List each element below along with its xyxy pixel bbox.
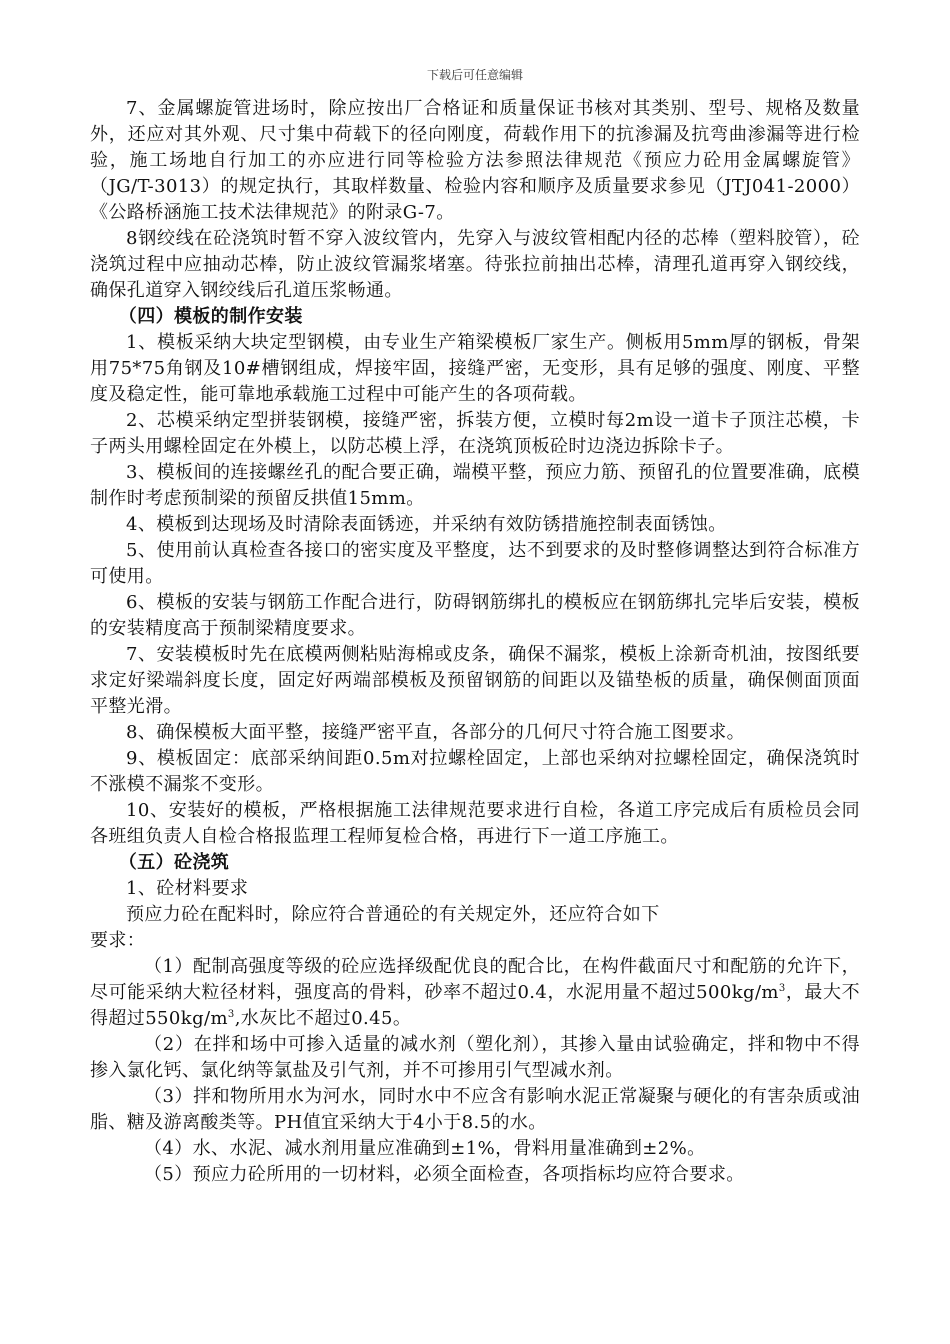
superscript-3: 3 <box>227 1009 235 1020</box>
formwork-item-1: 1、模板采纳大块定型钢模，由专业生产箱梁模板厂家生产。侧板用5mm厚的钢板，骨架用75*75角钢及10#槽钢组成，焊接牢固，接缝严密，无变形，具有足够的强度、刚度、平整度及稳定性，能可靠地承载施工过程中可能产生的各项荷载。 <box>90 332 860 405</box>
document-body <box>90 96 860 1188</box>
formwork-item-3: 3、模板间的连接螺丝孔的配合要正确，端模平整，预应力筋、预留孔的位置要准确，底模制作时考虑预制梁的预留反拱值15mm。 <box>90 462 860 509</box>
requirement-5: （5）预应力砼所用的一切材料，必须全面检查，各项指标均应符合要求。 <box>144 1164 745 1185</box>
formwork-item-4: 4、模板到达现场及时清除表面锈迹，并采纳有效防锈措施控制表面锈蚀。 <box>126 514 727 535</box>
requirement-3: （3）拌和物所用水为河水，同时水中不应含有影响水泥正常凝聚与硬化的有害杂质或油脂、糖及游离酸类等。PH值宜采纳大于4小于8.5的水。 <box>90 1086 860 1133</box>
requirement-2: （2）在拌和场中可掺入适量的减水剂（塑化剂），其掺入量由试验确定，拌和物中不得掺入氯化钙、氯化纳等氯盐及引气剂，并不可掺用引气型减水剂。 <box>90 1034 860 1081</box>
requirement-1-part-c: ,水灰比不超过0.45。 <box>234 1008 412 1029</box>
formwork-item-6: 6、模板的安装与钢筋工作配合进行，防碍钢筋绑扎的模板应在钢筋绑扎完毕后安装，模板的安装精度高于预制梁精度要求。 <box>90 592 860 639</box>
concrete-intro-cont: 要求： <box>90 930 146 951</box>
formwork-item-8: 8、确保模板大面平整，接缝严密平直，各部分的几何尺寸符合施工图要求。 <box>126 722 746 743</box>
concrete-material-title: 1、砼材料要求 <box>126 878 249 899</box>
page-header: 下载后可任意编辑 <box>426 68 523 82</box>
section-heading-4: （四）模板的制作安装 <box>118 306 303 327</box>
formwork-item-2: 2、芯模采纳定型拼装钢模，接缝严密，拆装方便，立模时每2m设一道卡子顶注芯模，卡子两头用螺栓固定在外模上，以防芯模上浮，在浇筑顶板砼时边浇边拆除卡子。 <box>90 410 860 457</box>
paragraph-8: 8钢绞线在砼浇筑时暂不穿入波纹管内，先穿入与波纹管相配内径的芯棒（塑料胶管），砼浇筑过程中应抽动芯棒，防止波纹管漏浆堵塞。待张拉前抽出芯棒，清理孔道再穿入钢绞线，确保孔道穿入钢绞线后孔道压浆畅通。 <box>90 228 860 301</box>
requirement-1-part-b: ，最大不得超过550kg/m <box>90 982 860 1029</box>
concrete-intro: 预应力砼在配料时，除应符合普通砼的有关规定外，还应符合如下 <box>126 904 660 925</box>
paragraph-7: 7、金属螺旋管进场时，除应按出厂合格证和质量保证书核对其类别、型号、规格及数量外，还应对其外观、尺寸集中荷载下的径向刚度，荷载作用下的抗渗漏及抗弯曲渗漏等进行检验，施工场地自行加工的亦应进行同等检验方法参照法律规范《预应力砼用金属螺旋管》（JG/T-3013）的规定执行，其取样数量、检验内容和顺序及质量要求参见（JTJ041-2000）《公路桥涵施工技术法律规范》的附录G-7。 <box>90 98 860 223</box>
section-heading-5: （五）砼浇筑 <box>118 852 230 873</box>
requirement-1 <box>90 954 860 1032</box>
formwork-item-5: 5、使用前认真检查各接口的密实度及平整度，达不到要求的及时整修调整达到符合标准方可使用。 <box>90 540 860 587</box>
formwork-item-9: 9、模板固定：底部采纳间距0.5m对拉螺栓固定，上部也采纳对拉螺栓固定，确保浇筑时不涨模不漏浆不变形。 <box>90 748 860 795</box>
superscript-3: 3 <box>778 983 786 994</box>
formwork-item-10: 10、安装好的模板，严格根据施工法律规范要求进行自检，各道工序完成后有质检员会同各班组负责人自检合格报监理工程师复检合格，再进行下一道工序施工。 <box>90 800 860 847</box>
requirement-1-part-a: （1）配制高强度等级的砼应选择级配优良的配合比，在构件截面尺寸和配筋的允许下，尽可能采纳大粒径材料，强度高的骨料，砂率不超过0.4，水泥用量不超过500kg/m <box>90 956 860 1003</box>
formwork-item-7: 7、安装模板时先在底模两侧粘贴海棉或皮条，确保不漏浆，模板上涂新奇机油，按图纸要求定好梁端斜度长度，固定好两端部模板及预留钢筋的间距以及锚垫板的质量，确保侧面顶面平整光滑。 <box>90 644 860 717</box>
requirement-4: （4）水、水泥、减水剂用量应准确到±1%，骨料用量准确到±2%。 <box>144 1138 706 1159</box>
